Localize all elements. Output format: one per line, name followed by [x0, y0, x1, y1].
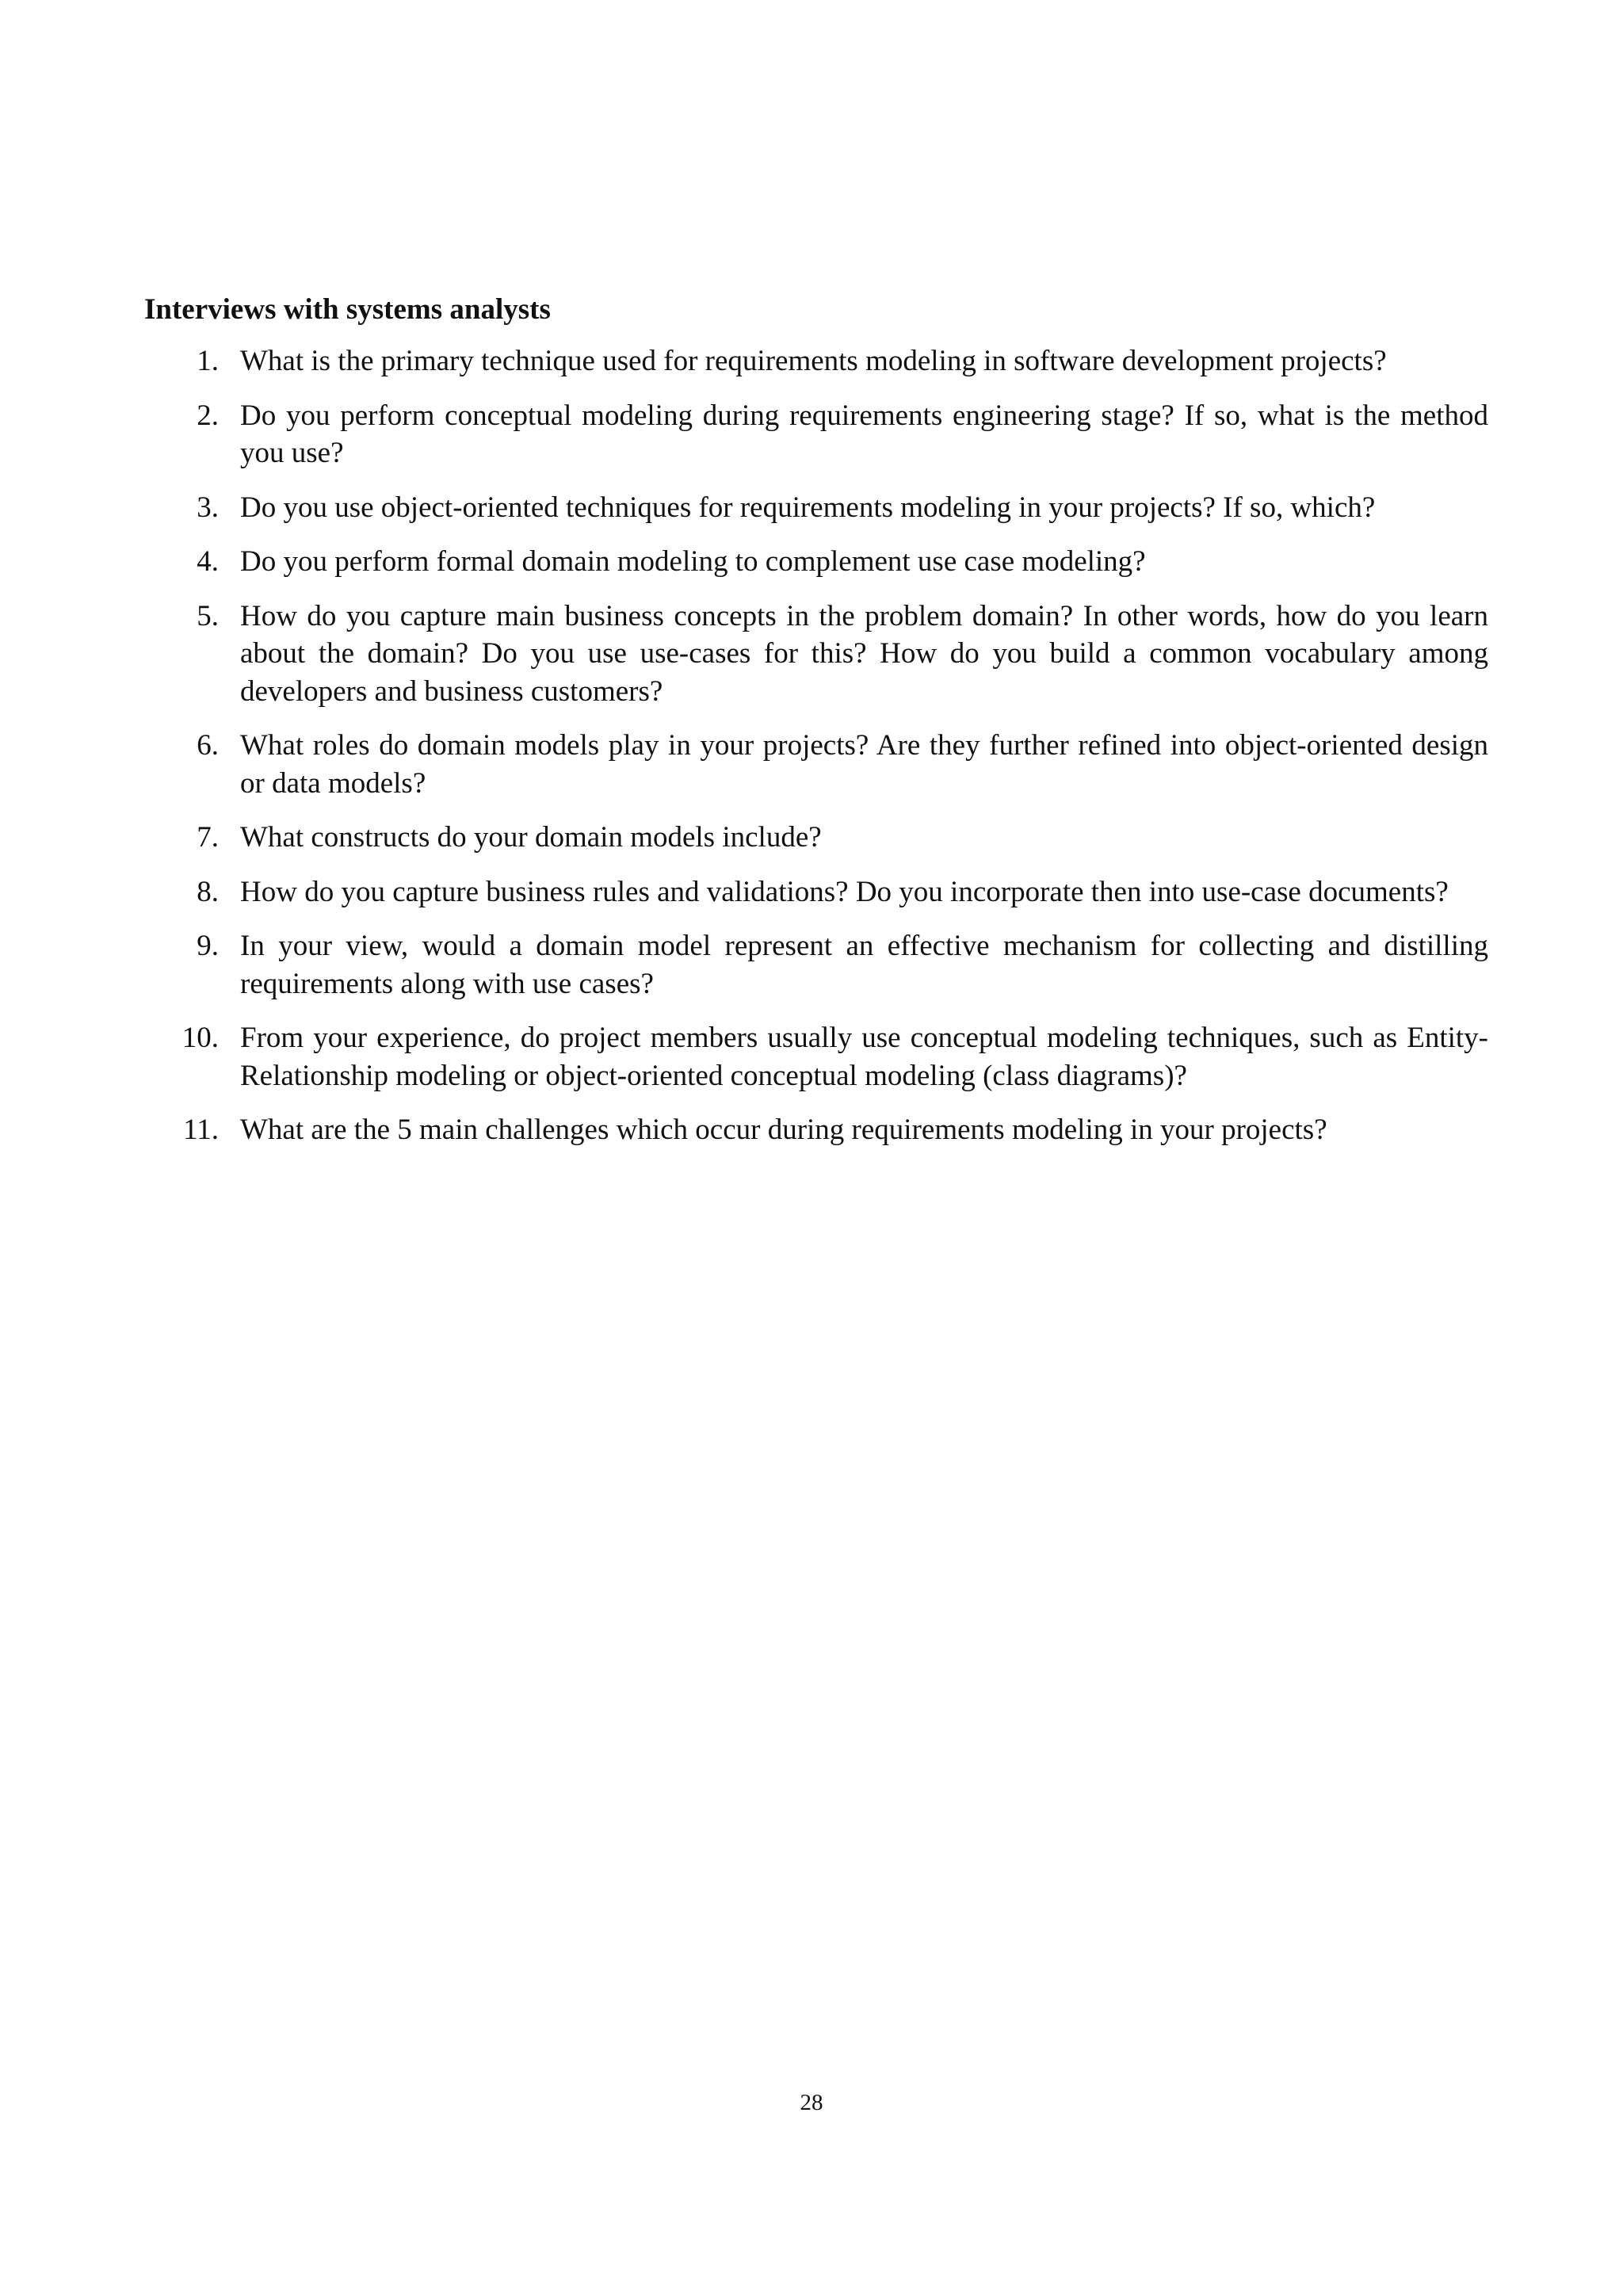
- question-item-11: [144, 1111, 1488, 1149]
- question-number: 7.: [197, 821, 219, 854]
- question-item-4: [144, 543, 1488, 581]
- question-text: What is the primary technique used for requirements modeling in software development projects?: [240, 345, 1387, 377]
- question-text: In your view, would a domain model represent an effective mechanism for collecting and distilling requirements along with use cases?: [240, 930, 1488, 1000]
- question-number: 8.: [197, 875, 219, 908]
- question-number: 1.: [197, 345, 219, 377]
- question-text: Do you perform formal domain modeling to complement use case modeling?: [240, 545, 1146, 578]
- question-text: What roles do domain models play in your projects? Are they further refined into object-oriented design or data models?: [240, 729, 1488, 800]
- question-number: 6.: [197, 729, 219, 762]
- question-text: Do you perform conceptual modeling during requirements engineering stage? If so, what is the method you use?: [240, 399, 1488, 469]
- question-text: Do you use object-oriented techniques for requirements modeling in your projects? If so, which?: [240, 491, 1376, 524]
- question-number: 10.: [181, 1022, 219, 1054]
- question-item-10: [144, 1019, 1488, 1095]
- question-text: What are the 5 main challenges which occur during requirements modeling in your projects?: [240, 1114, 1327, 1146]
- question-number: 3.: [197, 491, 219, 524]
- section-heading: Interviews with systems analysts: [144, 293, 551, 326]
- question-number: 5.: [197, 599, 219, 632]
- question-number: 2.: [197, 399, 219, 432]
- question-text: What constructs do your domain models include?: [240, 821, 822, 854]
- question-item-9: [144, 927, 1488, 1003]
- question-item-3: [144, 489, 1488, 527]
- page-number: 28: [800, 2090, 823, 2115]
- question-item-7: [144, 819, 1488, 857]
- question-item-8: [144, 873, 1488, 911]
- question-item-2: [144, 397, 1488, 472]
- question-item-6: [144, 727, 1488, 802]
- question-number: 4.: [197, 545, 219, 578]
- question-item-1: [144, 342, 1488, 380]
- question-item-5: [144, 598, 1488, 711]
- question-text: How do you capture business rules and validations? Do you incorporate then into use-case documents?: [240, 875, 1449, 908]
- question-text: From your experience, do project members usually use conceptual modeling techniques, such as Entity-Relationship modeling or object-oriented conceptual modeling (class diagrams)?: [240, 1022, 1488, 1092]
- question-list: [144, 342, 1488, 1166]
- question-number: 11.: [183, 1114, 219, 1146]
- question-text: How do you capture main business concepts in the problem domain? In other words, how do you learn about the domain? Do you use use-cases for this? How do you build a common vocabulary among developers and business customers?: [240, 599, 1488, 708]
- question-number: 9.: [197, 930, 219, 962]
